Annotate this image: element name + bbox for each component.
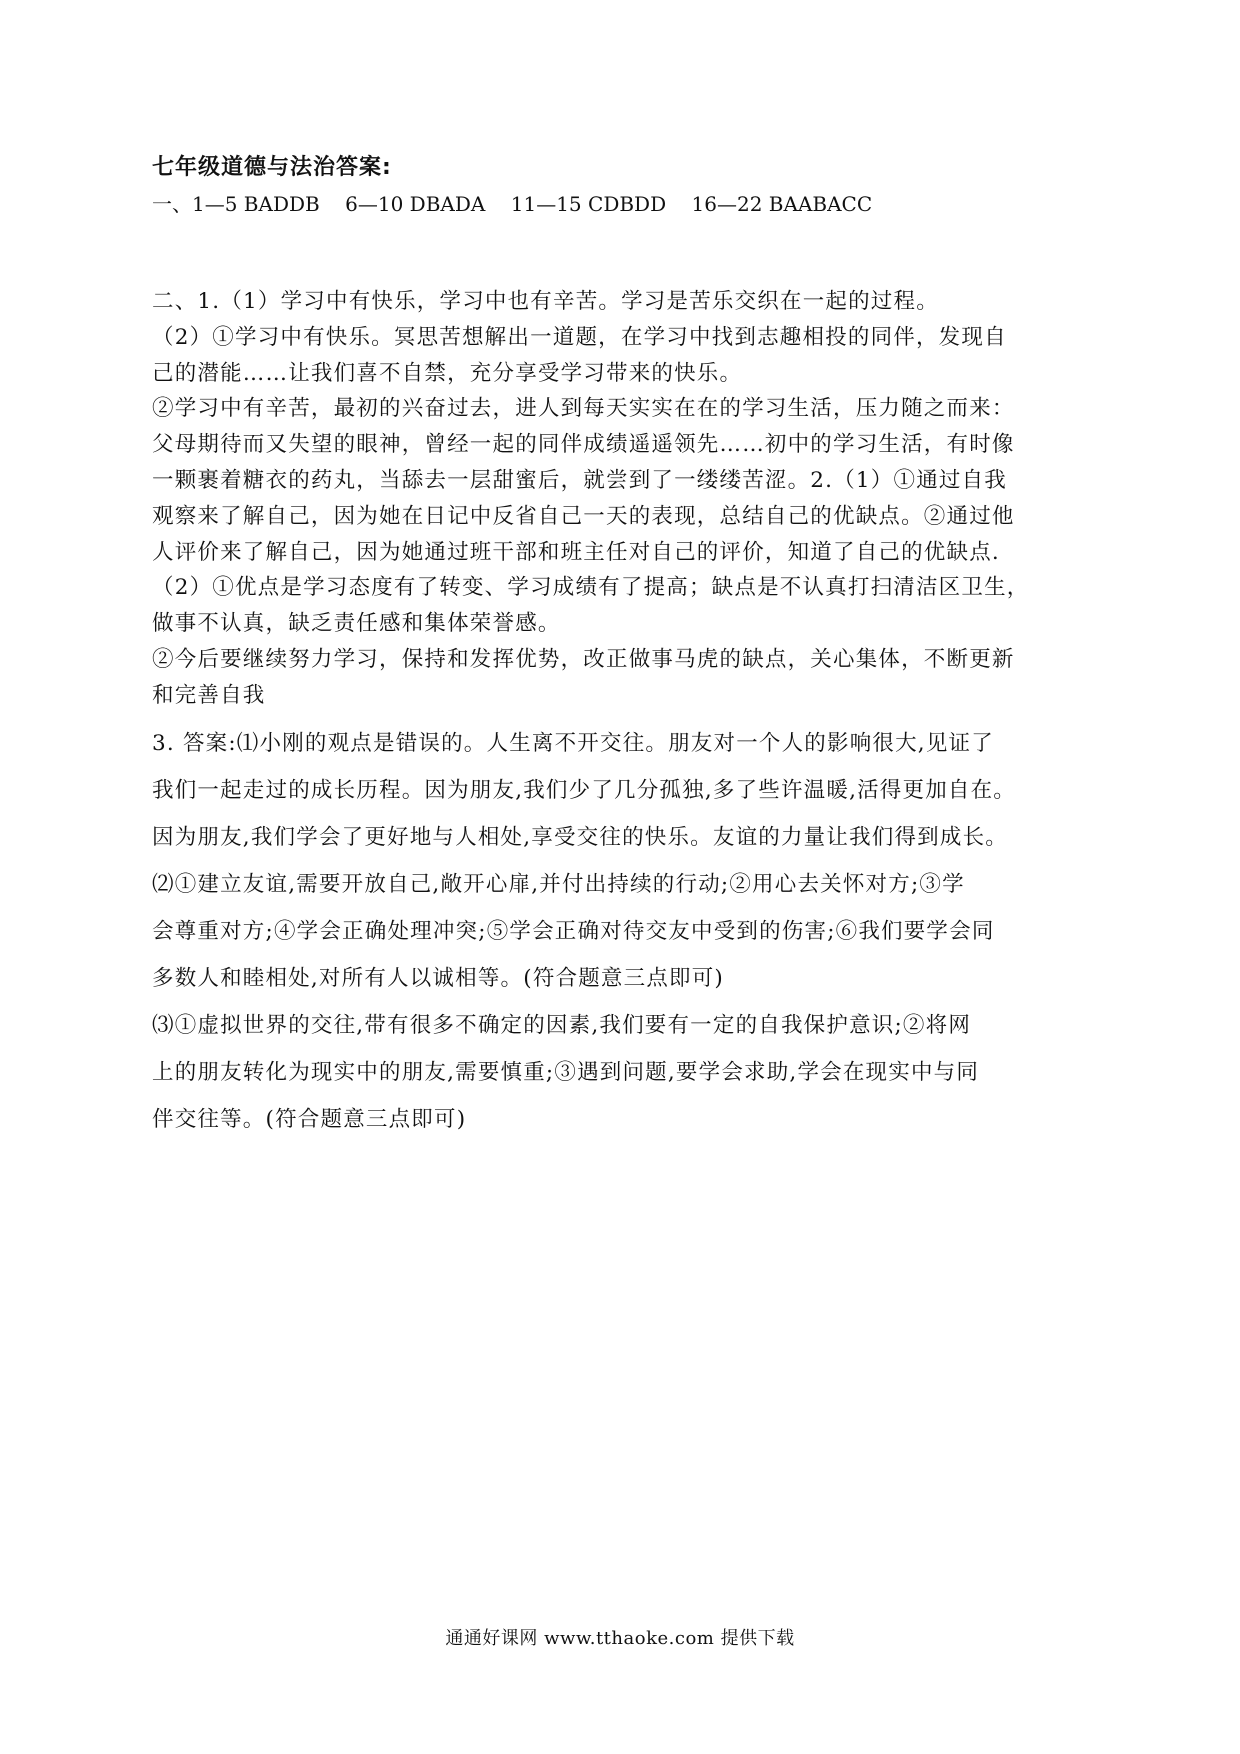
section-3-line: 会尊重对方;④学会正确处理冲突;⑤学会正确对待交友中受到的伤害;⑥我们要学会同: [152, 918, 995, 944]
section-3-line: 上的朋友转化为现实中的朋友,需要慎重;③遇到问题,要学会求助,学会在现实中与同: [152, 1059, 980, 1085]
section-2-line: （2）①优点是学习态度有了转变、学习成绩有了提高；缺点是不认真打扫清洁区卫生，: [152, 575, 1030, 601]
section-2-line: 一颗裹着糖衣的药丸，当舔去一层甜蜜后，就尝到了一缕缕苦涩。2.（1）①通过自我: [152, 467, 1007, 493]
section-2-line: 和完善自我: [152, 682, 266, 708]
section-3-line: ⑵①建立友谊,需要开放自己,敞开心扉,并付出持续的行动;②用心去关怀对方;③学: [152, 871, 965, 897]
answer-content: [152, 150, 1092, 1143]
section-2-line: ②学习中有辛苦，最初的兴奋过去，进人到每天实实在在的学习生活，压力随之而来：: [152, 396, 1015, 422]
section-2-line: 二、1.（1）学习中有快乐，学习中也有辛苦。学习是苦乐交织在一起的过程。: [152, 289, 939, 314]
section-2-line: （2）①学习中有快乐。冥思苦想解出一道题，在学习中找到志趣相投的同伴，发现自: [152, 324, 1007, 350]
section-3-line: ⑶①虚拟世界的交往,带有很多不确定的因素,我们要有一定的自我保护意识;②将网: [152, 1012, 972, 1038]
multiple-choice-answers: 一、1—5 BADDB 6—10 DBADA 11—15 CDBDD 16—22 BAABACC: [152, 192, 873, 216]
section-3-line: 伴交往等。(符合题意三点即可): [152, 1106, 467, 1132]
section-3-line: 3. 答案:⑴小刚的观点是错误的。人生离不开交往。朋友对一个人的影响很大,见证了: [152, 730, 994, 756]
section-3-line: 我们一起走过的成长历程。因为朋友,我们少了几分孤独,多了些许温暖,活得更加自在。: [152, 777, 1017, 803]
section-2-line: 己的潜能……让我们喜不自禁，充分享受学习带来的快乐。: [152, 360, 743, 386]
document-title: 七年级道德与法治答案:: [152, 155, 392, 180]
section-2-line: 父母期待而又失望的眼神，曾经一起的同伴成绩遥遥领先……初中的学习生活，有时像: [152, 432, 1015, 458]
page-footer: 通通好课网 www.tthaoke.com 提供下载: [445, 1628, 795, 1649]
section-3: [152, 720, 1092, 1143]
section-2: [152, 284, 1092, 714]
section-3-line: 因为朋友,我们学会了更好地与人相处,享受交往的快乐。友谊的力量让我们得到成长。: [152, 824, 1008, 850]
section-2-line: ②今后要继续努力学习，保持和发挥优势，改正做事马虎的缺点，关心集体，不断更新: [152, 646, 1015, 672]
section-2-line: 做事不认真，缺乏责任感和集体荣誉感。: [152, 611, 561, 637]
section-3-line: 多数人和睦相处,对所有人以诚相等。(符合题意三点即可): [152, 965, 725, 991]
section-2-line: 人评价来了解自己，因为她通过班干部和班主任对自己的评价，知道了自己的优缺点.: [152, 539, 1000, 565]
section-2-line: 观察来了解自己，因为她在日记中反省自己一天的表现，总结自己的优缺点。②通过他: [152, 503, 1015, 529]
